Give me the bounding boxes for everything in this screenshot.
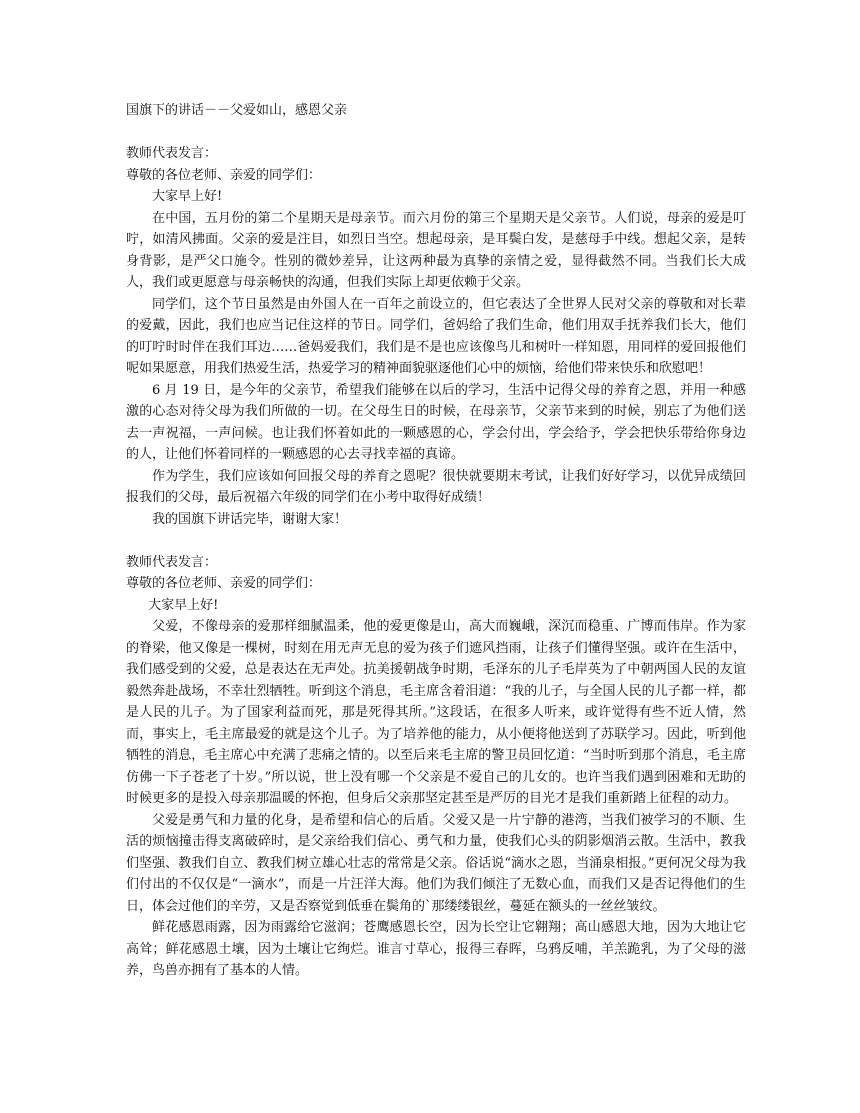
speech-section-1 bbox=[126, 143, 746, 530]
paragraph: 同学们，这个节日虽然是由外国人在一百年之前设立的，但它表达了全世界人民对父亲的尊敬和对长辈的爱戴，因此，我们也应当记住这样的节日。同学们，爸妈给了我们生命，他们用双手抚养我们长大，他们的叮咛时时伴在我们耳边……爸妈爱我们，我们是不是也应该像鸟儿和树叶一样知恩，用同样的爱回报他们呢如果愿意，用我们热爱生活，热爱学习的精神面貌驱逐他们心中的烦恼，给他们带来快乐和欣慰吧！ bbox=[126, 296, 746, 376]
document-title: 国旗下的讲话－－父爱如山，感恩父亲 bbox=[126, 103, 348, 118]
salutation-line: 尊敬的各位老师、亲爱的同学们： bbox=[126, 167, 322, 183]
speaker-line: 教师代表发言： bbox=[126, 554, 218, 570]
greeting-line: 大家早上好! bbox=[152, 189, 223, 204]
paragraph: 父爱，不像母亲的爱那样细腻温柔，他的爱更像是山，高大而巍峨，深沉而稳重、广博而伟岸。作为家的脊梁，他又像是一棵树，时刻在用无声无息的爱为孩子们遮风挡雨，让孩子们懂得坚强。或许在生活中，我们感受到的父爱，总是表达在无声处。抗美援朝战争时期，毛泽东的儿子毛岸英为了中朝两国人民的友谊毅然奔赴战场，不幸壮烈牺牲。听到这个消息，毛主席含着泪道：“我的儿子，与全国人民的儿子都一样，都是人民的儿子。为了国家利益而死，那是死得其所。”这段话，在很多人听来，或许觉得有些不近人情，然而，事实上，毛主席最爱的就是这个儿子。为了培养他的能力，从小便将他送到了苏联学习。因此，听到他牺牲的消息，毛主席心中充满了悲痛之情的。以至后来毛主席的警卫员回忆道：“当时听到那个消息，毛主席仿佛一下子苍老了十岁。”所以说，世上没有哪一个父亲是不爱自己的儿女的。也许当我们遇到困难和无助的时候更多的是投入母亲那温暖的怀抱，但身后父亲那坚定甚至是严厉的目光才是我们重新踏上征程的动力。 bbox=[126, 619, 746, 806]
salutation-line: 尊敬的各位老师、亲爱的同学们： bbox=[126, 576, 322, 591]
greeting-line: 大家早上好! bbox=[148, 597, 219, 613]
paragraph: 鲜花感恩雨露，因为雨露给它滋润；苍鹰感恩长空，因为长空让它翱翔；高山感恩大地，因为大地让它高耸；鲜花感恩土壤，因为土壤让它绚烂。谁言寸草心，报得三春晖，乌鸦反哺，羊羔跪乳，为了父母的滋养，鸟兽亦拥有了基本的人情。 bbox=[126, 920, 746, 978]
paragraph: 6 月 19 日，是今年的父亲节，希望我们能够在以后的学习，生活中记得父母的养育之恩，并用一种感激的心态对待父母为我们所做的一切。在父母生日的时候，在母亲节，父亲节来到的时候，别忘了为他们送去一声祝福，一声问候。也让我们怀着如此的一颗感恩的心，学会付出，学会给予，学会把快乐带给你身边的人，让他们怀着同样的一颗感恩的心去寻找幸福的真谛。 bbox=[126, 382, 746, 462]
paragraph: 父爱是勇气和力量的化身，是希望和信心的后盾。父爱又是一片宁静的港湾，当我们被学习的不顺、生活的烦恼撞击得支离破碎时，是父亲给我们信心、勇气和力量，使我们心头的阴影烟消云散。生活中，教我们坚强、教我们自立、教我们树立雄心壮志的常常是父亲。俗话说“滴水之恩，当涌泉相报。”更何况父母为我们付出的不仅仅是“一滴水”，而是一片汪洋大海。他们为我们倾注了无数心血，而我们又是否记得他们的生日，体会过他们的辛劳，又是否察觉到低垂在鬓角的`那缕缕银丝，蔓延在额头的一丝丝皱纹。 bbox=[126, 812, 746, 914]
document-page bbox=[126, 100, 746, 982]
speech-section-2 bbox=[126, 552, 746, 982]
paragraph: 作为学生，我们应该如何回报父母的养育之恩呢？很快就要期末考试，让我们好好学习，以优异成绩回报我们的父母，最后祝福六年级的同学们在小考中取得好成绩！ bbox=[126, 468, 746, 505]
speaker-line: 教师代表发言： bbox=[126, 146, 218, 161]
closing-line: 我的国旗下讲话完毕，谢谢大家！ bbox=[152, 511, 348, 527]
paragraph: 在中国，五月份的第二个星期天是母亲节。而六月份的第三个星期天是父亲节。人们说，母亲的爱是叮咛，如清风拂面。父亲的爱是注目，如烈日当空。想起母亲，是耳鬓白发，是慈母手中线。想起父亲，是转身背影，是严父口施令。性别的微妙差异，让这两种最为真挚的亲情之爱，显得截然不同。当我们长大成人，我们或更愿意与母亲畅快的沟通，但我们实际上却更依赖于父亲。 bbox=[126, 210, 746, 290]
